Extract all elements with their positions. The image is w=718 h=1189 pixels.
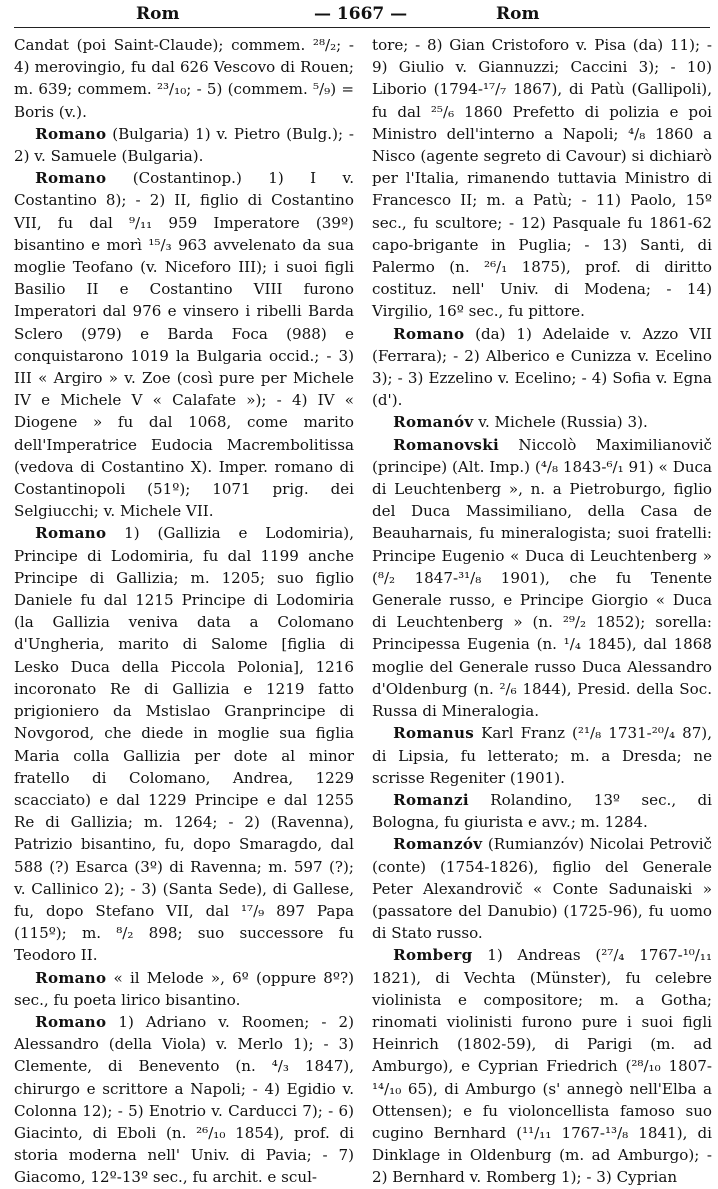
- entry-text: 1) (Gallizia e Lodomiria), Principe di Lodomiria, fu dal 1199 anche Principe di Gallizia; m. 1205; suo figlio Daniele fu dal 1215 Principe di Lodomiria (la Gallizia veniva data a Colomano d'Ungheria, marito di Salome [figlia di Lesko Duca della Piccola Polonia], 1216 incoronato Re di Gallizia e 1219 fatto prigioniero da Mstislao Granprincipe di Novgorod, che diede in moglie sua figlia Maria colla Gallizia per dote al minor fratello di Colomano, Andrea, 1229 scacciato) e dal 1229 Principe e dal 1255 Re di Gallizia; m. 1264; - 2) (Ravenna), Patrizio bisantino, fu, dopo Smaragdo, dal 588 (?) Esarca (3º) di Ravenna; m. 597 (?); v. Callinico 2); - 3) (Santa Sede), di Gallese, fu, dopo Stefano VII, dal ¹⁷/₉ 897 Papa (115º); m. ⁸/₂ 898; suo successore fu Teodoro II.: [14, 524, 354, 965]
- header-rule: [14, 27, 710, 28]
- entry: [372, 944, 712, 1188]
- entry-headword: Romano: [35, 124, 107, 143]
- entry: [372, 323, 712, 412]
- page-number: — 1667 —: [314, 4, 408, 24]
- entry-headword: Romanus: [393, 724, 475, 743]
- page-header: [0, 0, 718, 28]
- entry: [372, 34, 712, 323]
- entry-text: v. Michele (Russia) 3).: [473, 413, 648, 432]
- entry-text: (Costantinop.) 1) I v. Costantino 8); - 2) II, figlio di Costantino VII, fu dal ⁹/₁₁ 959 Imperatore (39º) bisantino e morì ¹⁵/₃ 963 avvelenato da sua moglie Teofano (v. Niceforo III); i suoi figli Basilio II e Costantino VIII furono Imperatori dal 976 e vinsero i ribelli Barda Sclero (979) e Barda Foca (988) e conquistarono 1019 la Bulgaria occid.; - 3) III « Argiro » v. Zoe (così pure per Michele IV e Michele V « Calafate »); - 4) IV « Diogene » fu dal 1068, come marito dell'Imperatrice Eudocia Macrembolitissa (vedova di Costantino X). Imper. romano di Costantinopoli (51º); 1071 prig. dei Selgiucchi; v. Michele VII.: [14, 169, 354, 521]
- entry-text: Niccolò Maximilianovič (principe) (Alt. Imp.) (⁴/₈ 1843-⁶/₁ 91) « Duca di Leuchtenberg », n. a Pietroburgo, figlio del Duca Massimiliano, della Casa de Beauharnais, fu mineralogista; suoi fratelli: Principe Eugenio « Duca di Leuchtenberg » (⁸/₂ 1847-³¹/₈ 1901), che fu Tenente Generale russo, e Principe Giorgio « Duca di Leuchtenberg » (n. ²⁹/₂ 1852); sorella: Principessa Eugenia (n. ¹/₄ 1845), dal 1868 moglie del Generale russo Duca Alessandro d'Oldenburg (n. ²/₆ 1844), Presid. della Soc. Russa di Mineralogia.: [372, 435, 712, 721]
- right-column: [372, 34, 712, 1189]
- entry-headword: Romanzi: [393, 790, 469, 809]
- entry-headword: Romano: [393, 324, 465, 343]
- entry-text: (da) 1) Adelaide v. Azzo VII (Ferrara); - 2) Alberico e Cunizza v. Ecelino 3); - 3) Ezzelino v. Ecelino; - 4) Sofia v. Egna (d').: [372, 324, 712, 410]
- entry-headword: Romanóv: [393, 413, 474, 432]
- entry-text: tore; - 8) Gian Cristoforo v. Pisa (da) 11); - 9) Giulio v. Giannuzzi; Caccini 3); - 10) Liborio (1794-¹⁷/₇ 1867), di Patù (Gallipoli), fu dal ²⁵/₆ 1860 Prefetto di polizia e poi Ministro dell'interno a Napoli; ⁴/₈ 1860 a Nisco (agente segreto di Cavour) si dichiarò per l'Italia, rimanendo tuttavia Ministro di Francesco II; m. a Patù; - 11) Paolo, 15º sec., fu scultore; - 12) Pasquale fu 1861-62 capo-brigante in Puglia; - 13) Santi, di Palermo (n. ²⁶/₁ 1875), prof. di diritto costituz. nell' Univ. di Modena; - 14) Virgilio, 16º sec., fu pittore.: [372, 36, 712, 321]
- entry-text: Candat (poi Saint-Claude); commem. ²⁸/₂; - 4) merovingio, fu dal 626 Vescovo di Rouen; m. 639; commem. ²³/₁₀; - 5) (commem. ⁵/₉) = Boris (v.).: [14, 36, 354, 121]
- left-column: [14, 34, 354, 1189]
- entry-text: (Rumianzóv) Nicolai Petrovič (conte) (1754-1826), figlio del Generale Peter Alexandrovič « Conte Sadunaiski » (passatore del Danubio) (1725-96), fu uomo di Stato russo.: [372, 835, 712, 943]
- entry-headword: Romberg: [393, 946, 473, 965]
- entry-headword: Romano: [35, 524, 107, 543]
- entry: [372, 722, 712, 789]
- entry-text: (Bulgaria) 1) v. Pietro (Bulg.); - 2) v. Samuele (Bulgaria).: [14, 124, 354, 166]
- entry: [14, 522, 354, 966]
- entry-headword: Romano: [35, 968, 107, 987]
- entry: [372, 833, 712, 944]
- entry-headword: Romano: [35, 169, 107, 188]
- running-head-right: Rom: [496, 4, 540, 24]
- entry: [14, 967, 354, 1011]
- entry: [372, 789, 712, 833]
- entry-headword: Romanzóv: [393, 835, 483, 854]
- entry: [14, 167, 354, 522]
- entry: [372, 411, 712, 433]
- entry-text: « il Melode », 6º (oppure 8º?) sec., fu poeta lirico bisantino.: [14, 968, 354, 1009]
- entry: [14, 123, 354, 167]
- entry-text: Rolandino, 13º sec., di Bologna, fu giurista e avv.; m. 1284.: [372, 790, 712, 832]
- entry-headword: Romano: [35, 1012, 107, 1031]
- running-head-left: Rom: [136, 4, 180, 24]
- entry-text: 1) Andreas (²⁷/₄ 1767-¹⁰/₁₁ 1821), di Vechta (Münster), fu celebre violinista e compositore; m. a Gotha; rinomati violinisti furono pure i suoi figli Heinrich (1802-59), di Parigi (m. ad Amburgo), e Cyprian Friedrich (²⁸/₁₀ 1807-¹⁴/₁₀ 65), di Amburgo (s' annegò nell'Elba a Ottensen); e fu violoncellista famoso suo cugino Bernhard (¹¹/₁₁ 1767-¹³/₈ 1841), di Dinklage in Oldenburg (m. ad Amburgo); - 2) Bernhard v. Romberg 1); - 3) Cyprian: [372, 946, 712, 1187]
- entry-text: Karl Franz (²¹/₈ 1731-²⁰/₄ 87), di Lipsia, fu letterato; m. a Dresda; ne scrisse Regeniter (1901).: [372, 724, 712, 787]
- entry-headword: Romanovski: [393, 435, 499, 454]
- entry-text: 1) Adriano v. Roomen; - 2) Alessandro (della Viola) v. Merlo 1); - 3) Clemente, di Benevento (n. ⁴/₃ 1847), chirurgo e scrittore a Napoli; - 4) Egidio v. Colonna 12); - 5) Enotrio v. Carducci 7); - 6) Giacinto, di Eboli (n. ²⁶/₁₀ 1854), prof. di storia moderna nell' Univ. di Pavia; - 7) Giacomo, 12º-13º sec., fu archit. e scul-: [14, 1012, 354, 1187]
- entry: [14, 34, 354, 123]
- entry: [372, 434, 712, 723]
- entry: [14, 1011, 354, 1189]
